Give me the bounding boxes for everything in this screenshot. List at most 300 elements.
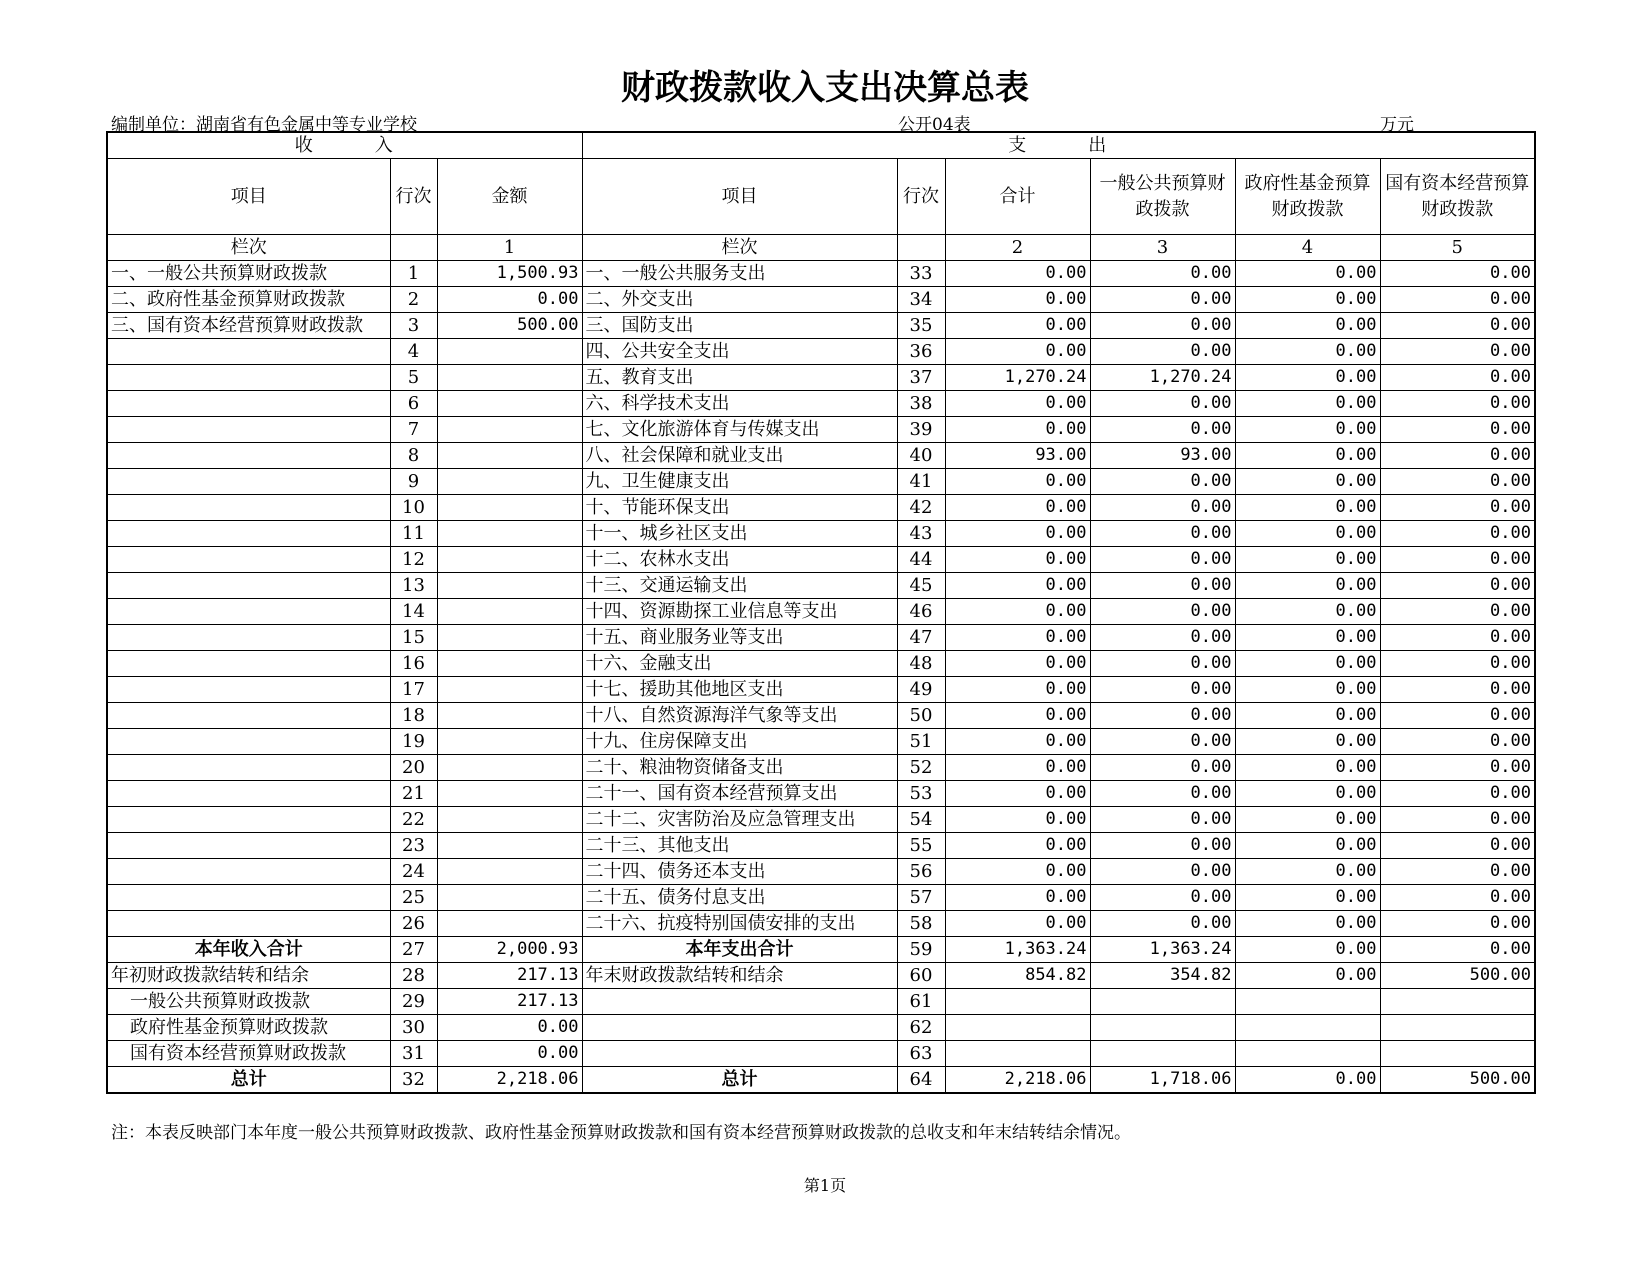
- expense-item: 五、教育支出: [582, 365, 897, 391]
- expense-state: 0.00: [1380, 625, 1535, 651]
- expense-item: 二十四、债务还本支出: [582, 859, 897, 885]
- income-amount: [437, 599, 582, 625]
- expense-state: 0.00: [1380, 703, 1535, 729]
- income-amount: 500.00: [437, 313, 582, 339]
- expense-fund: [1235, 1041, 1380, 1067]
- expense-fund: 0.00: [1235, 781, 1380, 807]
- page-number: 第1页: [803, 1176, 847, 1195]
- income-item: [107, 495, 390, 521]
- income-item: 一般公共预算财政拨款: [107, 989, 390, 1015]
- income-item: [107, 651, 390, 677]
- expense-row-no: 57: [897, 885, 945, 911]
- expense-total: 0.00: [945, 599, 1090, 625]
- expense-general: 0.00: [1090, 859, 1235, 885]
- expense-total: [945, 1015, 1090, 1041]
- table-row: [107, 859, 1535, 885]
- income-row-no: 20: [390, 755, 437, 781]
- expense-state: 0.00: [1380, 391, 1535, 417]
- expense-total: 0.00: [945, 521, 1090, 547]
- expense-general: 0.00: [1090, 807, 1235, 833]
- expense-fund: 0.00: [1235, 313, 1380, 339]
- income-item: 国有资本经营预算财政拨款: [107, 1041, 390, 1067]
- table-row: [107, 755, 1535, 781]
- income-row-no: 6: [390, 391, 437, 417]
- expense-row-no: 37: [897, 365, 945, 391]
- income-item: [107, 911, 390, 937]
- table-row: [107, 261, 1535, 287]
- expense-state: 500.00: [1380, 963, 1535, 989]
- income-item: [107, 573, 390, 599]
- expense-item: 十八、自然资源海洋气象等支出: [582, 703, 897, 729]
- expense-state: 0.00: [1380, 833, 1535, 859]
- expense-item: 十一、城乡社区支出: [582, 521, 897, 547]
- expense-total: 0.00: [945, 287, 1090, 313]
- expense-total: 0.00: [945, 625, 1090, 651]
- expense-total: 0.00: [945, 807, 1090, 833]
- expense-general: [1090, 1015, 1235, 1041]
- expense-total: 0.00: [945, 859, 1090, 885]
- income-amount: [437, 365, 582, 391]
- income-row-no: 4: [390, 339, 437, 365]
- income-row-no: 12: [390, 547, 437, 573]
- expense-total: [945, 1041, 1090, 1067]
- expense-state: [1380, 1015, 1535, 1041]
- expense-fund: [1235, 1015, 1380, 1041]
- income-item: 政府性基金预算财政拨款: [107, 1015, 390, 1041]
- expense-state: 0.00: [1380, 313, 1535, 339]
- expense-general: 93.00: [1090, 443, 1235, 469]
- income-amount: [437, 885, 582, 911]
- expense-state: 0.00: [1380, 339, 1535, 365]
- table-row: [107, 911, 1535, 937]
- income-row-no: 32: [390, 1067, 437, 1094]
- col-header-exp-row-no: 行次: [897, 159, 945, 235]
- expense-general: 0.00: [1090, 417, 1235, 443]
- expense-row-no: 55: [897, 833, 945, 859]
- col-index-state: 5: [1380, 235, 1535, 261]
- expense-row-no: 61: [897, 989, 945, 1015]
- expense-general: 0.00: [1090, 313, 1235, 339]
- income-row-no: 28: [390, 963, 437, 989]
- income-amount: [437, 547, 582, 573]
- col-index-label: 栏次: [107, 235, 390, 261]
- income-row-no: 19: [390, 729, 437, 755]
- expense-general: 0.00: [1090, 495, 1235, 521]
- expense-fund: 0.00: [1235, 261, 1380, 287]
- table-row: [107, 573, 1535, 599]
- income-amount: [437, 677, 582, 703]
- income-row-no: 21: [390, 781, 437, 807]
- expense-state: 0.00: [1380, 547, 1535, 573]
- unit-label: 编制单位：湖南省有色金属中等专业学校: [111, 115, 417, 135]
- income-amount: [437, 417, 582, 443]
- expense-row-no: 59: [897, 937, 945, 963]
- expense-general: [1090, 989, 1235, 1015]
- expense-general: [1090, 1041, 1235, 1067]
- expense-total: 0.00: [945, 885, 1090, 911]
- year-total-row: [107, 937, 1535, 963]
- expense-item: 十五、商业服务业等支出: [582, 625, 897, 651]
- expense-general: 0.00: [1090, 469, 1235, 495]
- carry-row: [107, 1015, 1535, 1041]
- table-row: [107, 417, 1535, 443]
- table-row: [107, 703, 1535, 729]
- expense-state: 0.00: [1380, 443, 1535, 469]
- expense-total: 0.00: [945, 261, 1090, 287]
- income-amount: 2,218.06: [437, 1067, 582, 1094]
- expense-fund: 0.00: [1235, 521, 1380, 547]
- expense-item: 二十三、其他支出: [582, 833, 897, 859]
- expense-total: 0.00: [945, 781, 1090, 807]
- expense-state: 0.00: [1380, 885, 1535, 911]
- income-item: 年初财政拨款结转和结余: [107, 963, 390, 989]
- table-row: [107, 443, 1535, 469]
- expense-item: 二十、粮油物资储备支出: [582, 755, 897, 781]
- expense-row-no: 43: [897, 521, 945, 547]
- expense-item: 总计: [582, 1067, 897, 1094]
- expense-fund: 0.00: [1235, 339, 1380, 365]
- col-header-exp-item: 项目: [582, 159, 897, 235]
- table-row: [107, 521, 1535, 547]
- expense-total: [945, 989, 1090, 1015]
- table-row: [107, 365, 1535, 391]
- expense-row-no: 63: [897, 1041, 945, 1067]
- income-row-no: 23: [390, 833, 437, 859]
- table-row: [107, 287, 1535, 313]
- income-row-no: 26: [390, 911, 437, 937]
- income-row-no: 30: [390, 1015, 437, 1041]
- expense-row-no: 35: [897, 313, 945, 339]
- expense-fund: 0.00: [1235, 859, 1380, 885]
- col-header-fund: 政府性基金预算财政拨款: [1235, 159, 1380, 235]
- footnote: 注：本表反映部门本年度一般公共预算财政拨款、政府性基金预算财政拨款和国有资本经营预算财政拨款的总收支和年末结转结余情况。: [111, 1123, 1131, 1143]
- income-amount: [437, 391, 582, 417]
- page-title: 财政拨款收入支出决算总表: [621, 68, 1029, 108]
- expense-state: 0.00: [1380, 807, 1535, 833]
- expense-fund: 0.00: [1235, 1067, 1380, 1094]
- expense-general: 0.00: [1090, 833, 1235, 859]
- expense-general: 1,363.24: [1090, 937, 1235, 963]
- expense-item: 十九、住房保障支出: [582, 729, 897, 755]
- expense-state: 0.00: [1380, 937, 1535, 963]
- income-amount: 2,000.93: [437, 937, 582, 963]
- expense-general: 0.00: [1090, 573, 1235, 599]
- expense-fund: 0.00: [1235, 287, 1380, 313]
- expense-row-no: 39: [897, 417, 945, 443]
- income-amount: [437, 755, 582, 781]
- income-row-no: 18: [390, 703, 437, 729]
- expense-general: 0.00: [1090, 599, 1235, 625]
- expense-row-no: 51: [897, 729, 945, 755]
- expense-item: 三、国防支出: [582, 313, 897, 339]
- income-item: [107, 339, 390, 365]
- expense-row-no: 53: [897, 781, 945, 807]
- expense-row-no: 64: [897, 1067, 945, 1094]
- expense-total: 0.00: [945, 911, 1090, 937]
- income-amount: [437, 729, 582, 755]
- income-item: [107, 885, 390, 911]
- expense-fund: [1235, 989, 1380, 1015]
- expense-fund: 0.00: [1235, 729, 1380, 755]
- table-row: [107, 807, 1535, 833]
- income-item: 一、一般公共预算财政拨款: [107, 261, 390, 287]
- expense-fund: 0.00: [1235, 599, 1380, 625]
- expense-state: 0.00: [1380, 729, 1535, 755]
- expense-state: 0.00: [1380, 781, 1535, 807]
- expense-total: 0.00: [945, 755, 1090, 781]
- table-row: [107, 391, 1535, 417]
- income-item: [107, 755, 390, 781]
- expense-fund: 0.00: [1235, 833, 1380, 859]
- expense-item: 十七、援助其他地区支出: [582, 677, 897, 703]
- expense-row-no: 45: [897, 573, 945, 599]
- income-amount: [437, 625, 582, 651]
- expense-total: 854.82: [945, 963, 1090, 989]
- income-row-no: 11: [390, 521, 437, 547]
- income-item: 二、政府性基金预算财政拨款: [107, 287, 390, 313]
- budget-table: [106, 131, 1536, 1094]
- expense-general: 0.00: [1090, 677, 1235, 703]
- income-amount: 0.00: [437, 1041, 582, 1067]
- carry-row: [107, 989, 1535, 1015]
- expense-item: 十、节能环保支出: [582, 495, 897, 521]
- carry-row: [107, 1041, 1535, 1067]
- income-amount: 217.13: [437, 989, 582, 1015]
- income-row-no: 17: [390, 677, 437, 703]
- expense-item: 八、社会保障和就业支出: [582, 443, 897, 469]
- expense-row-no: 36: [897, 339, 945, 365]
- col-index-general: 3: [1090, 235, 1235, 261]
- table-row: [107, 781, 1535, 807]
- expense-fund: 0.00: [1235, 625, 1380, 651]
- expense-item: [582, 1041, 897, 1067]
- expense-state: 0.00: [1380, 677, 1535, 703]
- income-row-no: 8: [390, 443, 437, 469]
- income-item: [107, 677, 390, 703]
- expense-item: 六、科学技术支出: [582, 391, 897, 417]
- expense-row-no: 46: [897, 599, 945, 625]
- income-item: 总计: [107, 1067, 390, 1094]
- income-amount: [437, 521, 582, 547]
- income-item: [107, 547, 390, 573]
- expense-fund: 0.00: [1235, 937, 1380, 963]
- expense-row-no: 47: [897, 625, 945, 651]
- income-row-no: 2: [390, 287, 437, 313]
- income-row-no: 22: [390, 807, 437, 833]
- carry-row: [107, 963, 1535, 989]
- table-row: [107, 547, 1535, 573]
- expense-total: 1,363.24: [945, 937, 1090, 963]
- income-amount: 0.00: [437, 287, 582, 313]
- expense-state: 0.00: [1380, 521, 1535, 547]
- expense-item: 四、公共安全支出: [582, 339, 897, 365]
- col-header-total: 合计: [945, 159, 1090, 235]
- expense-fund: 0.00: [1235, 703, 1380, 729]
- grand-total-row: [107, 1067, 1535, 1094]
- expense-general: 0.00: [1090, 651, 1235, 677]
- table-row: [107, 339, 1535, 365]
- expense-general: 1,270.24: [1090, 365, 1235, 391]
- income-amount: 0.00: [437, 1015, 582, 1041]
- expense-row-no: 44: [897, 547, 945, 573]
- income-item: [107, 391, 390, 417]
- expense-row-no: 38: [897, 391, 945, 417]
- expense-item: 九、卫生健康支出: [582, 469, 897, 495]
- expense-state: 0.00: [1380, 417, 1535, 443]
- income-amount: [437, 911, 582, 937]
- expense-total: 93.00: [945, 443, 1090, 469]
- expense-item: 二十五、债务付息支出: [582, 885, 897, 911]
- expense-general: 0.00: [1090, 547, 1235, 573]
- table-row: [107, 833, 1535, 859]
- col-header-amount: 金额: [437, 159, 582, 235]
- income-amount: [437, 573, 582, 599]
- income-row-no: 14: [390, 599, 437, 625]
- expense-total: 0.00: [945, 573, 1090, 599]
- income-item: [107, 469, 390, 495]
- expense-row-no: 54: [897, 807, 945, 833]
- expense-row-no: 50: [897, 703, 945, 729]
- expense-general: 0.00: [1090, 261, 1235, 287]
- income-row-no: 24: [390, 859, 437, 885]
- income-row-no: 15: [390, 625, 437, 651]
- expense-item: 二、外交支出: [582, 287, 897, 313]
- col-index-total: 2: [945, 235, 1090, 261]
- expense-row-no: 33: [897, 261, 945, 287]
- expense-general: 0.00: [1090, 391, 1235, 417]
- income-amount: [437, 833, 582, 859]
- expense-general: 0.00: [1090, 885, 1235, 911]
- income-amount: [437, 807, 582, 833]
- expense-general: 0.00: [1090, 703, 1235, 729]
- expense-total: 0.00: [945, 339, 1090, 365]
- income-item: [107, 807, 390, 833]
- income-section-header: 收 入: [107, 132, 582, 159]
- expense-row-no: 52: [897, 755, 945, 781]
- expense-state: 0.00: [1380, 573, 1535, 599]
- income-item: 三、国有资本经营预算财政拨款: [107, 313, 390, 339]
- col-header-state: 国有资本经营预算财政拨款: [1380, 159, 1535, 235]
- income-amount: [437, 703, 582, 729]
- income-item: [107, 365, 390, 391]
- expense-total: 0.00: [945, 677, 1090, 703]
- expense-item: 二十六、抗疫特别国债安排的支出: [582, 911, 897, 937]
- expense-item: 二十二、灾害防治及应急管理支出: [582, 807, 897, 833]
- expense-state: 0.00: [1380, 287, 1535, 313]
- expense-total: 0.00: [945, 495, 1090, 521]
- table-row: [107, 495, 1535, 521]
- expense-total: 1,270.24: [945, 365, 1090, 391]
- expense-row-no: 49: [897, 677, 945, 703]
- expense-item: 十四、资源勘探工业信息等支出: [582, 599, 897, 625]
- expense-fund: 0.00: [1235, 963, 1380, 989]
- expense-item: 十六、金融支出: [582, 651, 897, 677]
- table-row: [107, 625, 1535, 651]
- expense-fund: 0.00: [1235, 469, 1380, 495]
- income-amount: [437, 339, 582, 365]
- income-item: [107, 859, 390, 885]
- table-row: [107, 677, 1535, 703]
- expense-total: 2,218.06: [945, 1067, 1090, 1094]
- expense-total: 0.00: [945, 833, 1090, 859]
- expense-section-header: 支 出: [582, 132, 1535, 159]
- col-header-item: 项目: [107, 159, 390, 235]
- expense-state: 0.00: [1380, 495, 1535, 521]
- expense-row-no: 40: [897, 443, 945, 469]
- income-amount: [437, 469, 582, 495]
- expense-total: 0.00: [945, 417, 1090, 443]
- income-item: 本年收入合计: [107, 937, 390, 963]
- income-item: [107, 521, 390, 547]
- income-item: [107, 625, 390, 651]
- expense-fund: 0.00: [1235, 755, 1380, 781]
- expense-item: 十二、农林水支出: [582, 547, 897, 573]
- income-item: [107, 703, 390, 729]
- expense-fund: 0.00: [1235, 547, 1380, 573]
- table-row: [107, 313, 1535, 339]
- col-index-exp-label: 栏次: [582, 235, 897, 261]
- income-item: [107, 781, 390, 807]
- expense-state: [1380, 989, 1535, 1015]
- expense-row-no: 41: [897, 469, 945, 495]
- income-amount: [437, 651, 582, 677]
- expense-general: 354.82: [1090, 963, 1235, 989]
- income-row-no: 13: [390, 573, 437, 599]
- expense-fund: 0.00: [1235, 573, 1380, 599]
- col-index-amount: 1: [437, 235, 582, 261]
- expense-fund: 0.00: [1235, 677, 1380, 703]
- income-row-no: 16: [390, 651, 437, 677]
- form-code: 公开04表: [898, 115, 971, 135]
- expense-item: 本年支出合计: [582, 937, 897, 963]
- income-item: [107, 443, 390, 469]
- expense-fund: 0.00: [1235, 365, 1380, 391]
- expense-general: 0.00: [1090, 729, 1235, 755]
- expense-general: 1,718.06: [1090, 1067, 1235, 1094]
- expense-total: 0.00: [945, 313, 1090, 339]
- expense-item: 十三、交通运输支出: [582, 573, 897, 599]
- col-header-row-no: 行次: [390, 159, 437, 235]
- table-row: [107, 599, 1535, 625]
- expense-state: 0.00: [1380, 859, 1535, 885]
- expense-total: 0.00: [945, 651, 1090, 677]
- expense-item: 一、一般公共服务支出: [582, 261, 897, 287]
- col-index-fund: 4: [1235, 235, 1380, 261]
- expense-fund: 0.00: [1235, 391, 1380, 417]
- income-row-no: 9: [390, 469, 437, 495]
- expense-item: 年末财政拨款结转和结余: [582, 963, 897, 989]
- income-amount: 217.13: [437, 963, 582, 989]
- expense-fund: 0.00: [1235, 885, 1380, 911]
- table-row: [107, 469, 1535, 495]
- expense-general: 0.00: [1090, 521, 1235, 547]
- expense-item: [582, 989, 897, 1015]
- expense-total: 0.00: [945, 703, 1090, 729]
- income-row-no: 10: [390, 495, 437, 521]
- income-amount: [437, 859, 582, 885]
- expense-state: 0.00: [1380, 599, 1535, 625]
- income-row-no: 29: [390, 989, 437, 1015]
- expense-row-no: 58: [897, 911, 945, 937]
- col-index-blank: [897, 235, 945, 261]
- expense-item: 二十一、国有资本经营预算支出: [582, 781, 897, 807]
- expense-fund: 0.00: [1235, 495, 1380, 521]
- expense-state: [1380, 1041, 1535, 1067]
- expense-item: 七、文化旅游体育与传媒支出: [582, 417, 897, 443]
- expense-total: 0.00: [945, 469, 1090, 495]
- expense-general: 0.00: [1090, 625, 1235, 651]
- expense-total: 0.00: [945, 391, 1090, 417]
